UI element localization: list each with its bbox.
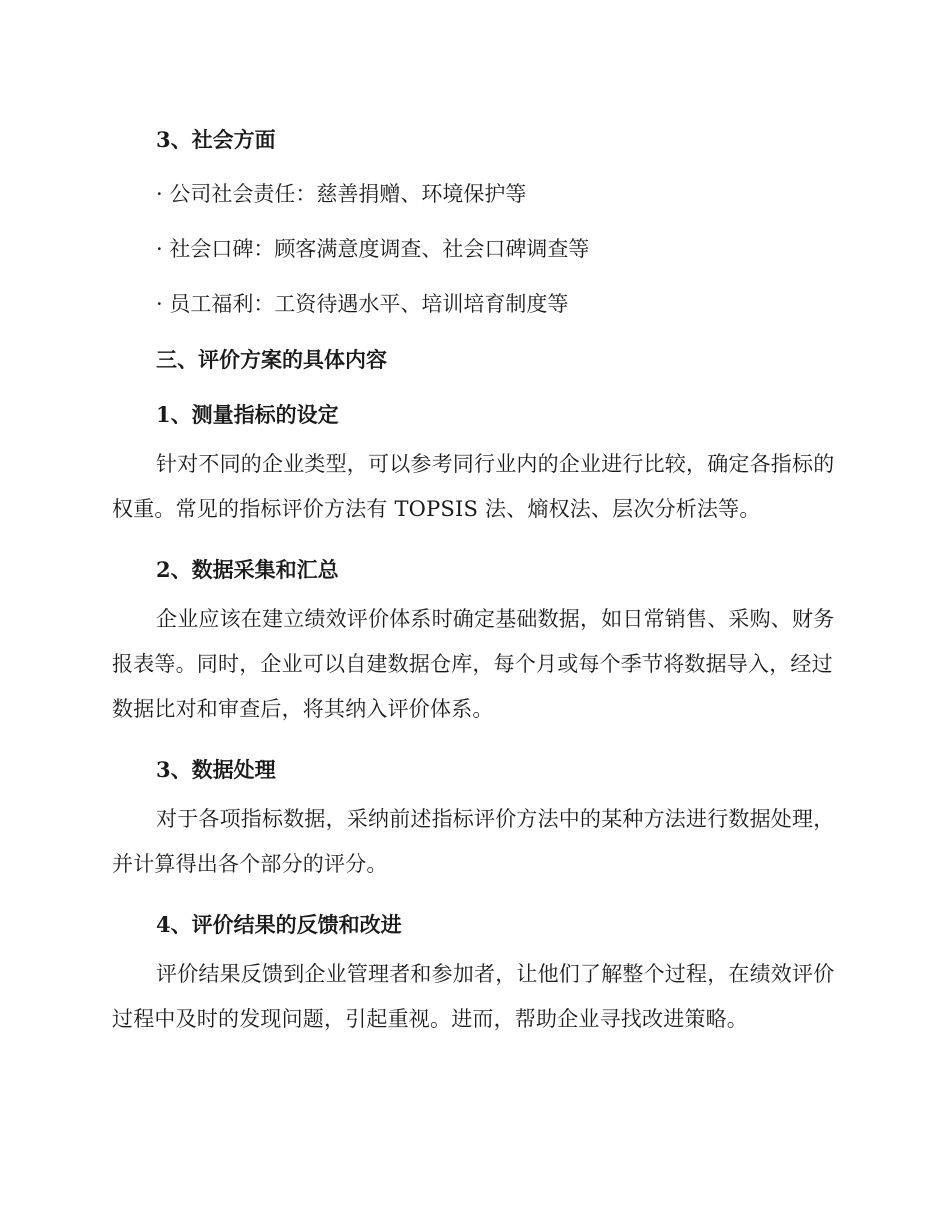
subsection-heading-feedback: 4、评价结果的反馈和改进 <box>156 912 402 937</box>
subsection-heading-indicators: 1、测量指标的设定 <box>156 402 339 427</box>
paragraph-indicators: 针对不同的企业类型，可以参考同行业内的企业进行比较，确定各指标的权重。常见的指标评价方法有 TOPSIS 法、熵权法、层次分析法等。 <box>112 452 835 521</box>
section-heading-social: 3、社会方面 <box>156 127 276 152</box>
section-heading-evaluation-plan: 三、评价方案的具体内容 <box>156 347 387 372</box>
list-item: · 员工福利：工资待遇水平、培训培育制度等 <box>156 292 569 316</box>
list-item: · 公司社会责任：慈善捐赠、环境保护等 <box>156 182 527 206</box>
list-item: · 社会口碑：顾客满意度调查、社会口碑调查等 <box>156 237 590 261</box>
paragraph-feedback: 评价结果反馈到企业管理者和参加者，让他们了解整个过程，在绩效评价过程中及时的发现问题，引起重视。进而，帮助企业寻找改进策略。 <box>112 962 835 1031</box>
paragraph-data-collection: 企业应该在建立绩效评价体系时确定基础数据，如日常销售、采购、财务报表等。同时，企业可以自建数据仓库，每个月或每个季节将数据导入，经过数据比对和审查后，将其纳入评价体系。 <box>112 607 835 721</box>
subsection-heading-data-processing: 3、数据处理 <box>156 757 276 782</box>
paragraph-data-processing: 对于各项指标数据，采纳前述指标评价方法中的某种方法进行数据处理，并计算得出各个部分的评分。 <box>112 807 835 876</box>
subsection-heading-data-collection: 2、数据采集和汇总 <box>156 557 339 582</box>
